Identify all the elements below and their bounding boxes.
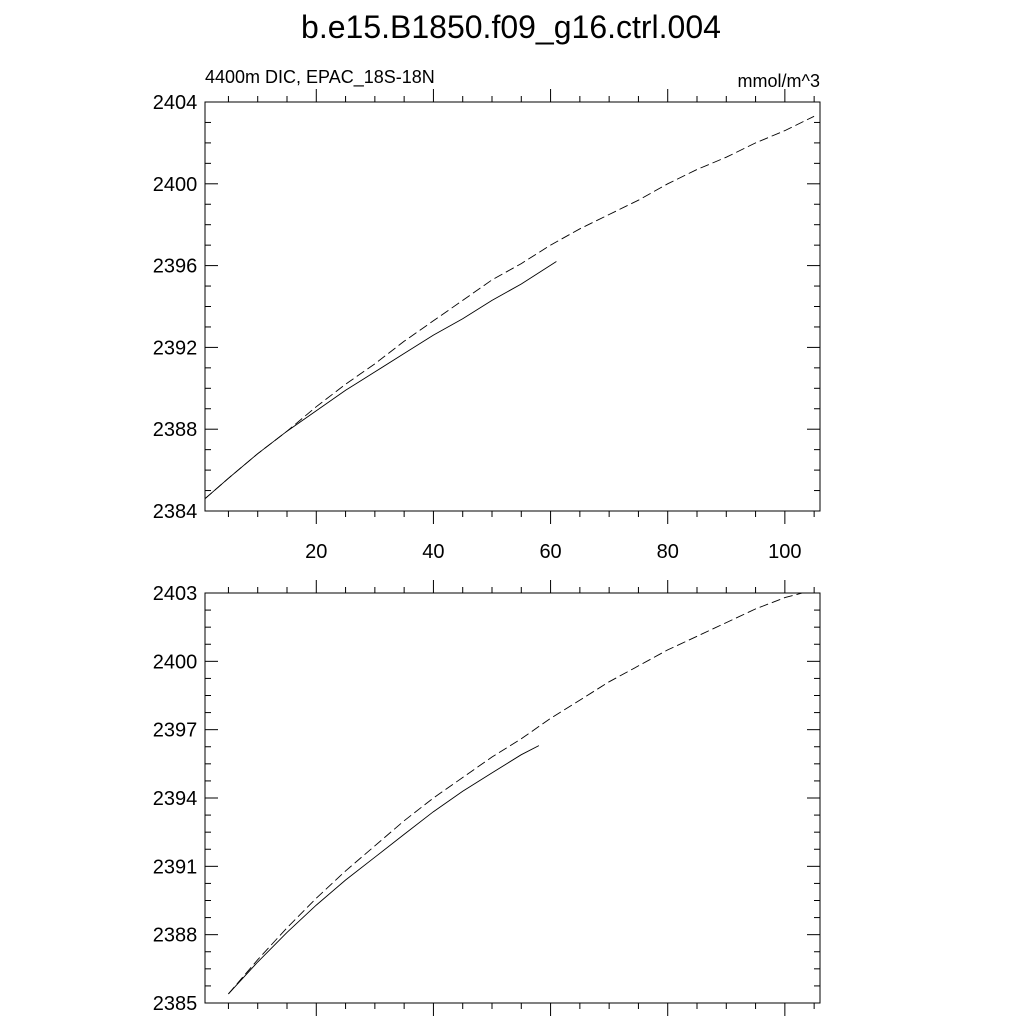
- bottom-y-tick-label: 2394: [152, 788, 198, 810]
- bottom-y-tick-label: 2388: [152, 924, 198, 947]
- bottom-panel-frame: [205, 593, 820, 1003]
- top-y-tick-label: 2400: [152, 173, 198, 196]
- bottom-panel: [153, 580, 820, 1016]
- top-y-tick-label: 2404: [152, 92, 198, 114]
- chart-title: b.e15.B1850.f09_g16.ctrl.004: [301, 9, 721, 45]
- top-y-tick-label: 2396: [152, 255, 198, 278]
- bottom-y-tick-label: 2391: [152, 856, 198, 879]
- top-x-tick-label: 20: [305, 541, 328, 563]
- top-y-tick-label: 2384: [152, 501, 198, 523]
- top-panel-left-label: 4400m DIC, EPAC_18S-18N: [205, 67, 435, 87]
- top-series-dashed-line: [205, 116, 814, 498]
- top-y-tick-label: 2388: [152, 419, 198, 442]
- top-series-solid-line: [205, 262, 556, 499]
- bottom-y-tick-label: 2400: [152, 651, 198, 674]
- bottom-series-dashed-line: [228, 593, 802, 994]
- top-x-tick-label: 60: [539, 541, 562, 563]
- top-x-tick-label: 40: [422, 541, 445, 563]
- top-x-tick-label: 100: [768, 541, 802, 563]
- top-x-tick-label: 80: [656, 541, 679, 563]
- top-panel-frame: [205, 102, 820, 511]
- top-y-tick-label: 2392: [152, 337, 198, 360]
- bottom-y-tick-label: 2385: [152, 993, 198, 1015]
- top-panel: [153, 67, 820, 563]
- top-panel-units-label: mmol/m^3: [737, 71, 820, 91]
- bottom-y-tick-label: 2397: [152, 719, 198, 742]
- bottom-series-solid-line: [228, 746, 539, 994]
- bottom-y-tick-label: 2403: [152, 583, 198, 605]
